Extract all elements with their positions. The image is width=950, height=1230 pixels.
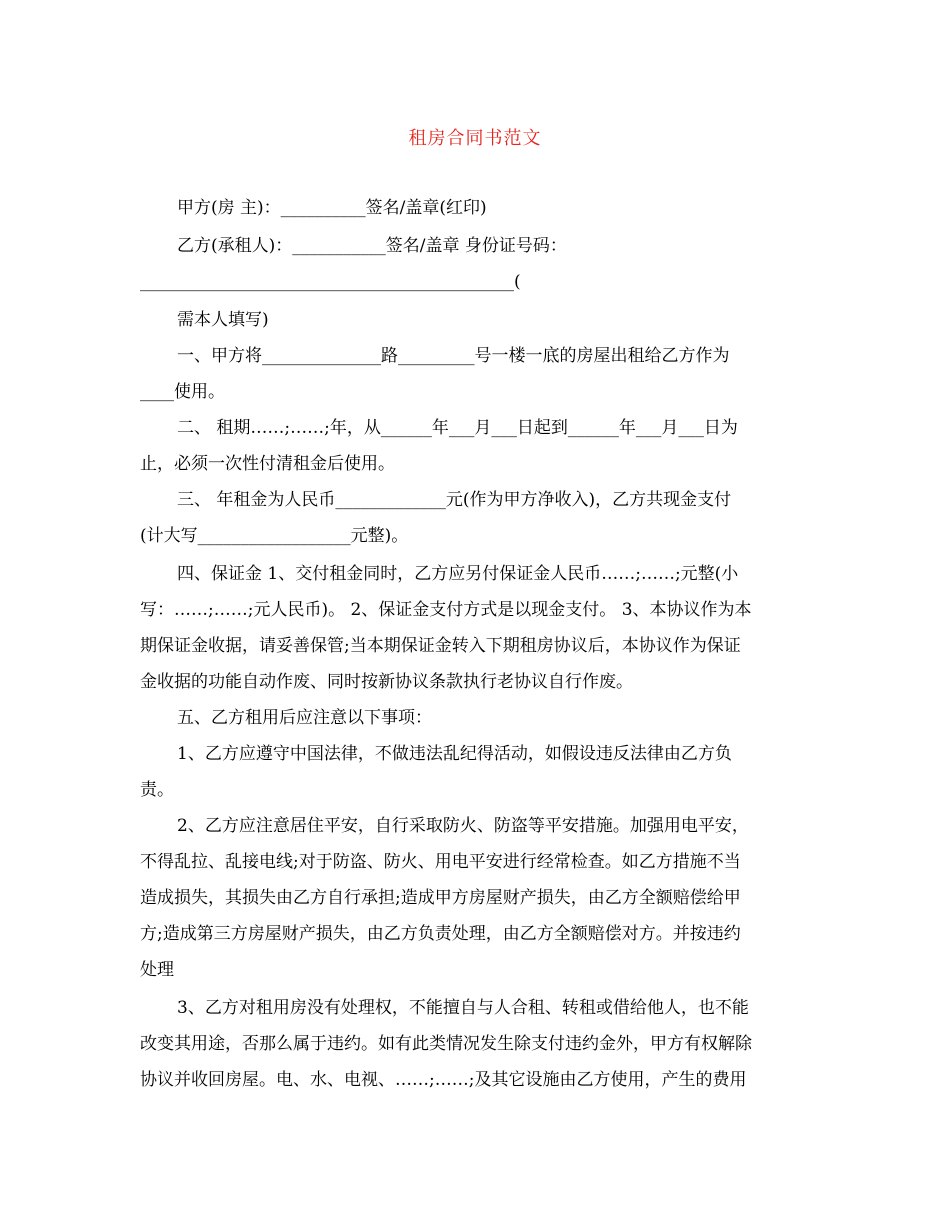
clause-3-line-1: 三、 年租金为人民币_____________元(作为甲方净收入)，乙方共现金支付	[177, 490, 732, 510]
party-a-line: 甲方(房 主)：__________签名/盖章(红印)	[177, 198, 487, 218]
clause-2-line-1: 二、 租期……;……;年，从______年___月___日起到______年___月___日为	[177, 418, 738, 438]
clause-1-line-1: 一、甲方将______________路_________号一楼一底的房屋出租给乙方作为	[177, 346, 730, 366]
clause-4-line-4: 金收据的功能自动作废、同时按新协议条款执行老协议自行作废。	[140, 672, 633, 692]
clause-1-line-2: ____使用。	[140, 382, 225, 402]
item-3-line-3: 协议并收回房屋。电、水、电视、……;……;及其它设施由乙方使用，产生的费用	[140, 1070, 747, 1090]
id-number-blank-line: ____________________________________________(	[140, 272, 521, 292]
clause-5-heading: 五、乙方租用后应注意以下事项：	[177, 708, 432, 728]
item-2-line-5: 处理	[140, 960, 174, 980]
item-2-line-4: 方;造成第三方房屋财产损失，由乙方负责处理，由乙方全额赔偿对方。并按违约	[140, 924, 741, 944]
clause-4-line-3: 期保证金收据，请妥善保管;当本期保证金转入下期租房协议后，本协议作为保证	[140, 636, 741, 656]
party-b-line: 乙方(承租人)：___________签名/盖章 身份证号码：	[177, 236, 567, 256]
item-2-line-1: 2、乙方应注意居住平安，自行采取防火、防盗等平安措施。加强用电平安，	[177, 816, 749, 836]
item-3-line-2: 改变其用途，否那么属于违约。如有此类情况发生除支付违约金外，甲方有权解除	[140, 1034, 752, 1054]
item-2-line-3: 造成损失，其损失由乙方自行承担;造成甲方房屋财产损失，由乙方全额赔偿给甲	[140, 888, 741, 908]
clause-3-line-2: (计大写__________________元整)。	[140, 526, 409, 546]
self-fill-note: 需本人填写)	[177, 310, 269, 330]
clause-2-line-2: 止，必须一次性付清租金后使用。	[140, 454, 395, 474]
item-3-line-1: 3、乙方对租用房没有处理权，不能擅自与人合租、转租或借给他人，也不能	[177, 998, 749, 1018]
item-1-line-1: 1、乙方应遵守中国法律，不做违法乱纪得活动，如假设违反法律由乙方负	[177, 744, 732, 764]
clause-4-line-1: 四、保证金 1、交付租金同时，乙方应另付保证金人民币……;……;元整(小	[177, 564, 739, 584]
clause-4-line-2: 写：……;……;元人民币)。 2、保证金支付方式是以现金支付。 3、本协议作为本	[140, 600, 752, 620]
item-1-line-2: 责。	[140, 780, 174, 800]
item-2-line-2: 不得乱拉、乱接电线;对于防盗、防火、用电平安进行经常检查。如乙方措施不当	[140, 852, 741, 872]
document-title: 租房合同书范文	[408, 128, 542, 149]
